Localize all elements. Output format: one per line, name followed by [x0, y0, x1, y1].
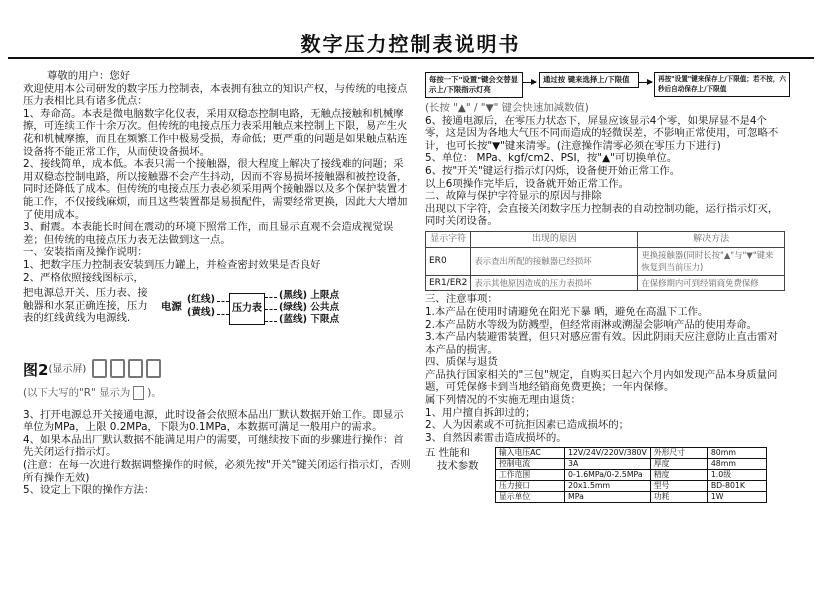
table-row — [496, 492, 767, 503]
red-wire-label: (红线) — [187, 294, 215, 306]
spec-value: 80mm — [707, 448, 766, 459]
step-2: 2、严格依照接线图标示， — [23, 271, 144, 284]
step-1: 1、把数字压力控制表安装到压力罐上，并检查密封效果是否良好 — [23, 258, 321, 271]
spec-name: 输入电压AC — [496, 448, 565, 459]
figure-2-label: 图2 — [23, 361, 49, 380]
spec-name: 外形尺寸 — [650, 448, 707, 459]
spec-name: 压力接口 — [496, 481, 565, 492]
exclusions-title: 属下列情况的不实施无理由退货： — [425, 394, 581, 407]
note-2: 2.本产品防水等级为防溅型，但经常雨淋或溯湿会影响产品的使用寿命。 — [425, 318, 758, 331]
spec-value: MPa — [565, 492, 651, 503]
spec-heading — [425, 447, 495, 503]
table-row — [496, 470, 767, 481]
r-note-end: )。 — [147, 386, 162, 399]
spec-heading-line-1: 五 性能和 — [425, 447, 470, 460]
fault-cause: 表示其他原因造成的压力表损坏 — [471, 275, 638, 291]
exclusion-3: 3、自然因素雷击造成损坏的。 — [425, 431, 567, 444]
spec-value: BD-801K — [707, 481, 766, 492]
r-note-text: (以下大写的"R" 显示为 — [23, 386, 131, 399]
fault-code: ER0 — [426, 247, 471, 275]
black-wire-line — [265, 297, 277, 298]
spec-name: 厚度 — [650, 459, 707, 470]
r-display-note — [23, 386, 411, 400]
spec-name: 显示单位 — [496, 492, 565, 503]
blue-wire-line — [265, 321, 277, 322]
r-segment-icon — [133, 386, 144, 400]
exclusion-1: 1、用户擅自拆卸过的； — [425, 406, 536, 419]
table-row — [426, 275, 785, 291]
fault-col-cause: 出现的原因 — [471, 231, 638, 247]
seven-segment-display-icon — [92, 359, 164, 382]
left-column — [23, 70, 411, 497]
fault-table-header — [426, 231, 785, 247]
red-wire-line — [217, 301, 229, 302]
fault-solution: 在保修期内可到经销商免费保修 — [638, 275, 785, 291]
setting-flowchart — [425, 72, 787, 98]
step-8: 6、按"开关"键运行指示灯闪烁，设备便开始正常工作。 — [425, 164, 681, 177]
section-2-heading: 二、故障与保护字符显示的原因与排除 — [425, 190, 602, 203]
flow-step-3: 再按"设置"键来保存上/下限值；若不按，六秒后自动保存上/下限值 — [654, 72, 790, 97]
step-6: 6、接通电源后，在零压力状态下，屏显应该显示4个零，如果屏显不是4个零，这是因为各地大气压不同而造成的轻微误差，不影响正常使用，可忽略不计，也可长按"▼"键来清零。(注意操作清零必须在零压力下进行) — [425, 114, 779, 152]
note-1: 1.本产品在使用时请避免在阳光下暴 晒，避免在高温下工作。 — [425, 305, 709, 318]
step-7: 5、单位： MPa、kgf/cm2、PSI，按"▲"可切换单位。 — [425, 152, 678, 165]
spec-name: 功耗 — [650, 492, 707, 503]
spec-section — [425, 447, 787, 503]
wiring-instructions: 把电源总开关、压力表、接触器和水泵正确连接，压力表的红线黄线为电源线. — [23, 287, 148, 325]
step-9: 以上6项操作完毕后，设备就开始正常工作。 — [425, 177, 630, 190]
spec-table — [495, 447, 767, 503]
spec-name: 精度 — [650, 470, 707, 481]
fault-col-solution: 解决方法 — [638, 231, 785, 247]
black-wire-label: (黑线) 上限点 — [279, 290, 340, 302]
figure-2-caption: (显示屏) — [48, 364, 87, 376]
spec-name: 工作范围 — [496, 470, 565, 481]
wiring-diagram — [23, 285, 411, 339]
spec-name: 型号 — [650, 481, 707, 492]
table-row — [496, 448, 767, 459]
spec-value: 20x1.5mm — [565, 481, 651, 492]
spec-value: 1.0级 — [707, 470, 766, 481]
advantage-1: 1、寿命高。本表是微电脑数字化仪表，采用双稳态控制电路，无触点接触和机械摩擦，可连续工作十余万次。但传统的电接点压力表采用触点来控制上下限，易产生火花和机械摩擦，而且在频繁工作中极易受损，寿命低；更严重的问题是如果触点粘连设备将不能正常工作，从而使设备损坏。 — [23, 107, 408, 158]
table-row — [496, 481, 767, 492]
yellow-wire-label: (黄线) — [187, 307, 215, 319]
flow-step-2: 通过按 键来选择上/下限值 — [539, 72, 639, 88]
flow-arrow-1 — [522, 82, 536, 83]
flow-step-1: 每按一下"设置"键会交替显示上/下限指示灯亮 — [425, 72, 523, 98]
fault-solution: 更换接触器(同时长按"▲"与"▼"键来恢复到当前压力) — [638, 247, 785, 275]
pressure-meter-box: 压力表 — [229, 293, 265, 325]
section-4-heading: 四、质保与退货 — [425, 356, 498, 369]
step-4: 4、如果本品出厂默认数据不能满足用户的需要，可继续按下面的步骤进行操作：首先关闭运行指示灯。 — [23, 433, 404, 459]
fault-code: ER1/ER2 — [426, 275, 471, 291]
right-column — [425, 72, 787, 503]
table-row — [426, 247, 785, 275]
section-1-heading: 一、安装指南及操作说明： — [23, 246, 148, 259]
long-press-note: (长按 "▲" / "▼" 键会快速加减数值) — [425, 102, 589, 114]
blue-wire-label: (蓝线) 下限点 — [279, 314, 340, 326]
warranty-text: 产品执行国家相关的"三包"规定，自购买日起六个月内如发现产品本身质量问题，可凭保修卡到当地经销商免费更换；一年内保修。 — [425, 368, 778, 394]
section-3-heading: 三、注意事项： — [425, 293, 498, 306]
step-5: 5、设定上下限的操作方法： — [23, 484, 155, 497]
spec-value: 48mm — [707, 459, 766, 470]
greeting: 尊敬的用户：您好 — [47, 70, 131, 82]
green-wire-line — [265, 309, 277, 310]
yellow-wire-line — [217, 314, 229, 315]
fault-table — [425, 231, 785, 291]
step-3: 3、打开电源总开关接通电源，此时设备会依照本品出厂默认数据开始工作。即显示单位为MPa，上限 0.2MPa，下限为0.1MPa，本数据可满足一般用户的需求。 — [23, 408, 404, 434]
table-row — [496, 459, 767, 470]
step-4-note: (注意：在每一次进行数据调整操作的时候，必须先按"开关"键关闭运行指示灯，否则所有操作无效) — [23, 459, 411, 484]
section-2-text: 出现以下字符，会直接关闭数字压力控制表的自动控制功能，运行指示灯灭，同时关闭设备。 — [425, 202, 779, 228]
document-title: 数字压力控制表说明书 — [300, 32, 521, 56]
spec-value: 12V/24V/220V/380V — [565, 448, 651, 459]
power-label: 电源 — [161, 301, 182, 314]
figure-2 — [23, 359, 411, 382]
flow-arrow-2 — [638, 82, 652, 83]
spec-value: 3A — [565, 459, 651, 470]
spec-heading-line-2: 技术参数 — [437, 460, 479, 473]
spec-value: 1W — [707, 492, 766, 503]
exclusion-2: 2、人为因素或不可抗拒因素已造成损坏的； — [425, 419, 630, 432]
note-3: 3.本产品内装避雷装置，但只对感应雷有效。因此阴雨天应注意防止直击雷对本产品的损害。 — [425, 331, 778, 356]
green-wire-label: (绿线) 公共点 — [279, 302, 340, 314]
intro-paragraph: 欢迎使用本公司研发的数字压力控制表，本表拥有独立的知识产权，与传统的电接点压力表相比具有诸多优点： — [23, 82, 408, 108]
spec-name: 控制电流 — [496, 459, 565, 470]
title-rule — [8, 57, 814, 59]
fault-col-code: 显示字符 — [426, 231, 471, 247]
advantage-3: 3、耐震。本表能长时间在震动的环境下照常工作，而且显示直观不会造成视觉误差；但传统的电接点压力表无法做到这一点。 — [23, 221, 394, 246]
spec-value: 0-1.6MPa/0-2.5MPa — [565, 470, 651, 481]
fault-cause: 表示查出所配的接触器已经损坏 — [471, 247, 638, 275]
advantage-2: 2、接线简单，成本低。本表只需一个接触器，很大程度上解决了接线难的问题；采用双稳态控制电路，所以接触器不会产生抖动，因而不容易损坏接触器和被控设备，同时还降低了成本。但传统的电接点压力表必须采用两个接触器以及多个保护装置才能工作，不仅接线麻烦，而且这些装置都是易损配件，需要经常更换，因此大大增加了使用成本。 — [23, 158, 408, 221]
